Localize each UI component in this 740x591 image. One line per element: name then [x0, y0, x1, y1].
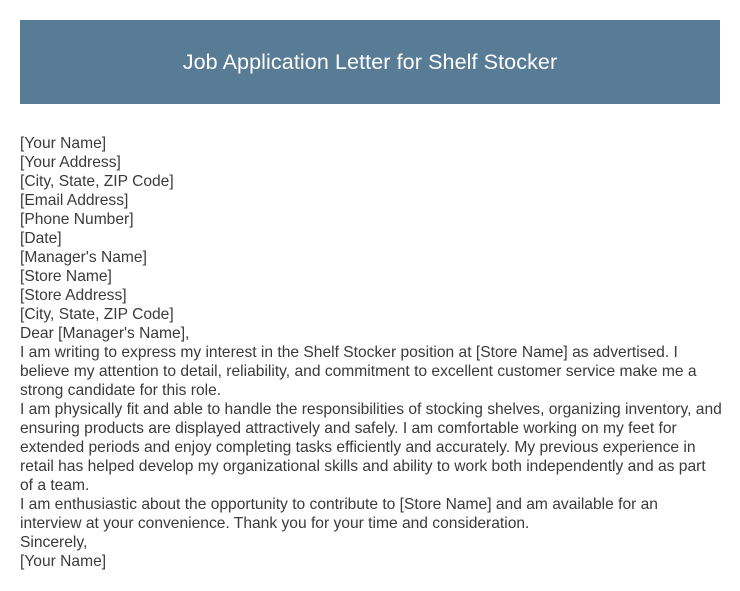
- paragraph-qualifications: I am physically fit and able to handle the responsibilities of stocking shelves, organizing inventory, and ensuring products are displayed attractively and safely. I am comfortable working on my feet for extended periods and enjoy completing tasks efficiently and accurately. My previous experience in retail has helped develop my organizational skills and ability to work both independently and as part of a team.: [20, 401, 722, 494]
- paragraph-closing: I am enthusiastic about the opportunity to contribute to [Store Name] and am available for an interview at your convenience. Thank you for your time and consideration.: [20, 496, 658, 532]
- letter-date: [Date]: [20, 230, 62, 247]
- letter-body: [20, 134, 722, 571]
- sender-name: [Your Name]: [20, 135, 107, 152]
- sender-address: [Your Address]: [20, 154, 121, 171]
- recipient-store-address: [Store Address]: [20, 287, 127, 304]
- recipient-city-state-zip: [City, State, ZIP Code]: [20, 306, 174, 323]
- letter-header: [20, 20, 720, 104]
- closing: Sincerely,: [20, 534, 88, 551]
- signature: [Your Name]: [20, 553, 107, 570]
- paragraph-interest: I am writing to express my interest in the Shelf Stocker position at [Store Name] as advertised. I believe my attention to detail, reliability, and commitment to excellent customer service make me a strong candidate for this role.: [20, 344, 697, 399]
- recipient-store-name: [Store Name]: [20, 268, 112, 285]
- salutation: Dear [Manager's Name],: [20, 325, 190, 342]
- sender-email: [Email Address]: [20, 192, 129, 209]
- sender-city-state-zip: [City, State, ZIP Code]: [20, 173, 174, 190]
- page-title: Job Application Letter for Shelf Stocker: [182, 49, 558, 74]
- recipient-manager-name: [Manager's Name]: [20, 249, 147, 266]
- sender-phone: [Phone Number]: [20, 211, 134, 228]
